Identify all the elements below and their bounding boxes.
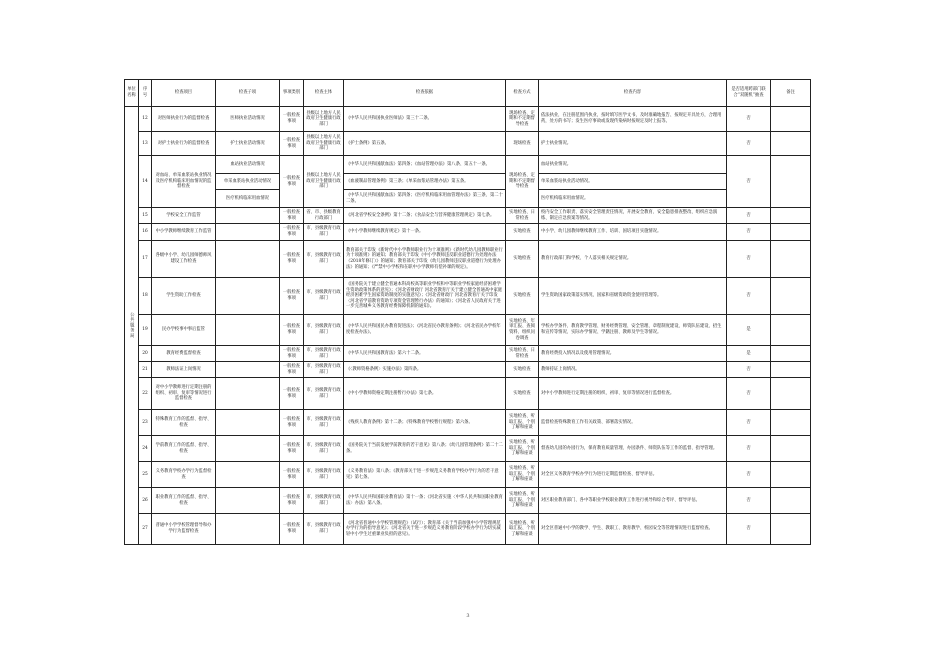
header-subject: 检查主体 bbox=[304, 80, 344, 107]
row-type: 一般检查事项 bbox=[280, 278, 304, 315]
table-row bbox=[125, 156, 811, 174]
row-joint: 否 bbox=[727, 241, 771, 278]
header-content: 检查内容 bbox=[539, 80, 727, 107]
row-content: 医疗机构临床用血情况。 bbox=[539, 190, 727, 208]
row-no: 17 bbox=[139, 241, 152, 278]
row-sub bbox=[216, 488, 280, 514]
row-sub bbox=[216, 514, 280, 545]
row-remark bbox=[771, 208, 811, 224]
row-item: 各级中小学、幼儿园师德师风建设工作检查 bbox=[152, 241, 216, 278]
row-item: 教育经费监督检查 bbox=[152, 346, 216, 362]
row-method: 实地检查、听取汇报、个别了解和座谈 bbox=[506, 488, 539, 514]
row-basis: 《中华人民共和国教育法》第六十二条。 bbox=[344, 346, 506, 362]
row-content: 依法执业，在注册范围内执业，按时填写医学文书，及时准确地报告、按规定开具处方，合理用药，处方的书写；发生医疗事故或发现传染病时按规定及时上报等。 bbox=[539, 107, 727, 132]
row-joint: 否 bbox=[727, 410, 771, 436]
row-method: 实地检查、听取汇报、个别了解和座谈 bbox=[506, 436, 539, 462]
table-row bbox=[125, 132, 811, 156]
row-type: 一般检查事项 bbox=[280, 462, 304, 488]
row-sub bbox=[216, 362, 280, 378]
header-type: 事项类别 bbox=[280, 80, 304, 107]
row-remark bbox=[771, 362, 811, 378]
row-remark bbox=[771, 514, 811, 545]
row-basis: 《河北省普通中小学校管理规范》（试行）；教育部《关于当前加强中小学管理规范办学行为的指导意见》；《河北省关于进一步规范义务教育阶段学校办学行为切实减轻中小学生过重课业负担的意见》。 bbox=[344, 514, 506, 545]
row-remark bbox=[771, 107, 811, 132]
row-type: 一般检查事项 bbox=[280, 241, 304, 278]
table-row bbox=[125, 224, 811, 241]
row-type: 一般检查事项 bbox=[280, 346, 304, 362]
table-row bbox=[125, 241, 811, 278]
table-row bbox=[125, 346, 811, 362]
header-unit: 单位名称 bbox=[125, 80, 139, 107]
row-item: 职业教育工作的监督、指导、检查 bbox=[152, 488, 216, 514]
row-basis: 《义务教育法》第八条；《教育部关于进一步规范义务教育学校办学行为的若干意见》第七条。 bbox=[344, 462, 506, 488]
row-content: 单采血浆站执业活动情况。 bbox=[539, 174, 727, 190]
header-sub: 检查子项 bbox=[216, 80, 280, 107]
row-subject: 市、县级教育行政部门 bbox=[304, 410, 344, 436]
row-joint: 否 bbox=[727, 362, 771, 378]
row-basis: 《中华人民共和国献血法》第四条；《医疗机构临床用血管理办法》第三条、第二十二条。 bbox=[344, 190, 506, 208]
row-sub: 医疗机构临床用血情况 bbox=[216, 190, 280, 208]
row-no: 13 bbox=[139, 132, 152, 156]
row-sub bbox=[216, 208, 280, 224]
table-row bbox=[125, 462, 811, 488]
row-remark bbox=[771, 488, 811, 514]
table-row bbox=[125, 514, 811, 545]
row-remark bbox=[771, 378, 811, 410]
row-type: 一般检查事项 bbox=[280, 107, 304, 132]
row-method: 现场检查、定期和不定期督导检查 bbox=[506, 156, 539, 208]
row-joint: 否 bbox=[727, 462, 771, 488]
row-item: 特殊教育工作的监督、指导、检查 bbox=[152, 410, 216, 436]
row-joint: 否 bbox=[727, 208, 771, 224]
row-joint: 否 bbox=[727, 278, 771, 315]
row-no: 21 bbox=[139, 362, 152, 378]
row-type: 一般检查事项 bbox=[280, 514, 304, 545]
row-subject: 市、县级教育行政部门 bbox=[304, 224, 344, 241]
row-joint: 否 bbox=[727, 514, 771, 545]
row-content: 血站执业情况。 bbox=[539, 156, 727, 174]
row-method: 实地检查 bbox=[506, 362, 539, 378]
row-remark bbox=[771, 278, 811, 315]
row-content: 学校办学条件、教育教学管理、财务经费管理、安全管理、章程制度建设、师资队伍建设、招生和宣传等情况、实际办学情况、学籍注册、教师及学生等情况。 bbox=[539, 315, 727, 346]
row-item: 民办学校事中事后监管 bbox=[152, 315, 216, 346]
header-basis: 检查依据 bbox=[344, 80, 506, 107]
row-content: 教育行政部门和学校、个人落实相关规定情况。 bbox=[539, 241, 727, 278]
row-method: 实地检查、日常检查 bbox=[506, 208, 539, 224]
row-sub: 血站执业活动情况 bbox=[216, 156, 280, 174]
row-basis: 《中华人民共和国民办教育促进法》；《河北省民办教育条例》；《河北省民办学校年度检查办法》。 bbox=[344, 315, 506, 346]
row-subject: 省、市、县级教育行政部门 bbox=[304, 208, 344, 224]
row-joint: 否 bbox=[727, 488, 771, 514]
header-method: 检查方式 bbox=[506, 80, 539, 107]
row-item: 义务教育学校办学行为监督检查 bbox=[152, 462, 216, 488]
row-type: 一般检查事项 bbox=[280, 132, 304, 156]
row-method: 实地检查 bbox=[506, 224, 539, 241]
row-content: 监督检查特殊教育工作有关政策、部署落实情况。 bbox=[539, 410, 727, 436]
row-content: 对全区普通中小学的教学、学生、教职工、教育教学、校园安全等管理情况进行监督检查。 bbox=[539, 514, 727, 545]
row-subject: 市、县级教育行政部门 bbox=[304, 378, 344, 410]
row-no: 14 bbox=[139, 156, 152, 208]
row-sub bbox=[216, 278, 280, 315]
table-subrow bbox=[125, 174, 811, 190]
row-no: 26 bbox=[139, 488, 152, 514]
row-joint: 否 bbox=[727, 107, 771, 132]
row-method: 实地检查、日常检查 bbox=[506, 346, 539, 362]
row-basis: 《河北省学校安全条例》第十二条；《食品安全与营养健康管理规定》第七条。 bbox=[344, 208, 506, 224]
row-basis: 《国务院关于建立健全普通本科高校高等职业学校和中等职业学校家庭经济困难学生资助政策体系的意见》；《河北省财政厅 河北省教育厅关于建立健全普通高中家庭经济困难学生国家资助制度的实施意见》；《河北省财政厅 河北省教育厅关于印发〈河北省学前教育资助专项资金管理暂行办法〉的通知》；《河北省人民政府关于进一步完善城乡义务教育经费保障机制的通知》。 bbox=[344, 278, 506, 315]
row-remark bbox=[771, 315, 811, 346]
row-basis: 《血液制品管理条例》第三条；《单采血浆站管理办法》第五条。 bbox=[344, 174, 506, 190]
row-joint: 是 bbox=[727, 315, 771, 346]
table-row bbox=[125, 378, 811, 410]
row-sub: 单采血浆站执业活动情况 bbox=[216, 174, 280, 190]
header-remark: 备注 bbox=[771, 80, 811, 107]
row-item: 对护士执业行为的监督检查 bbox=[152, 132, 216, 156]
table-row bbox=[125, 410, 811, 436]
row-item: 对中小学教师进行定期注册的组织、初审、复审等情况进行监督检查 bbox=[152, 378, 216, 410]
row-type: 一般检查事项 bbox=[280, 315, 304, 346]
row-item: 学校安全工作监管 bbox=[152, 208, 216, 224]
row-method: 现场检查 bbox=[506, 132, 539, 156]
row-basis: 《中小学教师资格定期注册暂行办法》第七条。 bbox=[344, 378, 506, 410]
table-body bbox=[125, 107, 811, 545]
page-number: 3 bbox=[466, 613, 470, 619]
row-remark bbox=[771, 462, 811, 488]
row-method: 现场检查、定期和不定期督导检查 bbox=[506, 107, 539, 132]
row-joint: 否 bbox=[727, 378, 771, 410]
row-subject: 县级以上地方人民政府卫生健康行政部门 bbox=[304, 107, 344, 132]
row-no: 24 bbox=[139, 436, 152, 462]
row-basis: 《护士条例》第五条。 bbox=[344, 132, 506, 156]
row-sub: 护士执业活动情况 bbox=[216, 132, 280, 156]
row-no: 25 bbox=[139, 462, 152, 488]
row-basis: 《〈教师资格条例〉实施办法》第四条。 bbox=[344, 362, 506, 378]
row-content: 对全区义务教育学校办学行为进行定期监督检查、督导评估。 bbox=[539, 462, 727, 488]
row-basis: 《中华人民共和国职业教育法》第十一条；《河北省实施〈中华人民共和国职业教育法〉办法》第八条。 bbox=[344, 488, 506, 514]
row-method: 实地检查、听取汇报、个别了解和座谈 bbox=[506, 514, 539, 545]
row-remark bbox=[771, 156, 811, 208]
row-remark bbox=[771, 436, 811, 462]
row-type: 一般检查事项 bbox=[280, 436, 304, 462]
row-subject: 市、县级教育行政部门 bbox=[304, 278, 344, 315]
row-remark bbox=[771, 132, 811, 156]
row-no: 22 bbox=[139, 378, 152, 410]
row-content: 教育经费投入情况以及使用管理情况。 bbox=[539, 346, 727, 362]
row-remark bbox=[771, 224, 811, 241]
row-no: 20 bbox=[139, 346, 152, 362]
row-subject: 市、县级教育行政部门 bbox=[304, 362, 344, 378]
row-subject: 市、县级教育行政部门 bbox=[304, 241, 344, 278]
row-no: 27 bbox=[139, 514, 152, 545]
row-content: 对中小学教师进行定期注册的组织、初审、复审等情况进行监督检查。 bbox=[539, 378, 727, 410]
row-method: 实地检查、听取汇报、个别了解和座谈 bbox=[506, 462, 539, 488]
row-basis: 《中华人民共和国执业医师法》第三十二条。 bbox=[344, 107, 506, 132]
row-content: 教师持证上岗情况。 bbox=[539, 362, 727, 378]
row-sub bbox=[216, 224, 280, 241]
row-sub bbox=[216, 346, 280, 362]
row-type: 一般检查事项 bbox=[280, 488, 304, 514]
header-no: 序号 bbox=[139, 80, 152, 107]
row-subject: 市、县级教育行政部门 bbox=[304, 462, 344, 488]
row-type: 一般检查事项 bbox=[280, 362, 304, 378]
unit-name-cell: 公共服务局 bbox=[125, 107, 139, 545]
row-basis: 《中小学教师继续教育规定》第十一条。 bbox=[344, 224, 506, 241]
row-remark bbox=[771, 346, 811, 362]
row-sub bbox=[216, 462, 280, 488]
row-subject: 县级以上地方人民政府卫生健康行政部门 bbox=[304, 132, 344, 156]
row-basis: 教育部关于印发《新时代中小学教师职业行为十项准则》《新时代幼儿园教师职业行为十项准则》的通知；教育部关于印发《中小学教师违反职业道德行为处理办法（2018年修订）》的通知；教育部关于印发《幼儿园教师违反职业道德行为处理办法》的通知；《严禁中小学校和在职中小学教师有偿补课的规定》。 bbox=[344, 241, 506, 278]
row-sub bbox=[216, 436, 280, 462]
header-joint: 是否适用跨部门联合“双随机”抽查 bbox=[727, 80, 771, 107]
table-row bbox=[125, 278, 811, 315]
inspection-table bbox=[124, 79, 811, 545]
row-type: 一般检查事项 bbox=[280, 378, 304, 410]
table-row bbox=[125, 436, 811, 462]
table-row bbox=[125, 208, 811, 224]
row-no: 12 bbox=[139, 107, 152, 132]
row-joint: 否 bbox=[727, 436, 771, 462]
row-type: 一般检查事项 bbox=[280, 224, 304, 241]
row-basis: 《国务院关于当前发展学前教育的若干意见》第八条；《幼儿园管理条例》第二十二条。 bbox=[344, 436, 506, 462]
row-subject: 市、县级教育行政部门 bbox=[304, 488, 344, 514]
header-item: 检查项目 bbox=[152, 80, 216, 107]
row-item: 对医师执业行为的监督检查 bbox=[152, 107, 216, 132]
table-subrow bbox=[125, 190, 811, 208]
row-joint: 否 bbox=[727, 132, 771, 156]
row-content: 护士执业情况。 bbox=[539, 132, 727, 156]
row-method: 实地检查 bbox=[506, 378, 539, 410]
row-item: 对血站、单采血浆站执业情况及医疗机构临床用血情况的监督检查 bbox=[152, 156, 216, 208]
row-content: 校内安全工作职责、落实安全管理责任情况，开展安全教育、安全隐患排查整改、组织应急演练、制定应急预案等情况。 bbox=[539, 208, 727, 224]
row-subject: 市、县级教育行政部门 bbox=[304, 315, 344, 346]
row-remark bbox=[771, 410, 811, 436]
row-item: 中小学教师继续教育工作监管 bbox=[152, 224, 216, 241]
row-basis: 《中华人民共和国献血法》第四条；《血站管理办法》第八条、第五十一条。 bbox=[344, 156, 506, 174]
row-content: 对区职业教育部门、各中等职业学校职业教育工作进行视导和综合考评、督导评估。 bbox=[539, 488, 727, 514]
row-joint: 否 bbox=[727, 224, 771, 241]
row-item: 学生资助工作检查 bbox=[152, 278, 216, 315]
row-sub: 医师执业活动情况 bbox=[216, 107, 280, 132]
table-row bbox=[125, 107, 811, 132]
table-row bbox=[125, 315, 811, 346]
row-content: 学生资助国家政策落实情况，国家和省级资助资金使用管理等。 bbox=[539, 278, 727, 315]
row-no: 15 bbox=[139, 208, 152, 224]
row-subject: 市、县级教育行政部门 bbox=[304, 346, 344, 362]
header-row bbox=[125, 80, 811, 107]
row-no: 18 bbox=[139, 278, 152, 315]
row-basis: 《残疾人教育条例》第十二条；《特殊教育学校暂行规程》第六条。 bbox=[344, 410, 506, 436]
row-method: 实地检查、年审汇报、查阅资料、组织问卷调查 bbox=[506, 315, 539, 346]
row-no: 16 bbox=[139, 224, 152, 241]
row-item: 教师法证上岗情况 bbox=[152, 362, 216, 378]
row-subject: 市、县级教育行政部门 bbox=[304, 514, 344, 545]
row-method: 实地检查、听取汇报、个别了解和座谈 bbox=[506, 410, 539, 436]
row-sub bbox=[216, 241, 280, 278]
row-method: 实地检查 bbox=[506, 278, 539, 315]
row-joint: 是 bbox=[727, 346, 771, 362]
row-content: 督查幼儿园的办园行为，保育教育质量管理、办园条件、师资队伍等工作的监督、指导管理。 bbox=[539, 436, 727, 462]
row-joint: 否 bbox=[727, 156, 771, 208]
row-no: 23 bbox=[139, 410, 152, 436]
row-subject: 市、县级教育行政部门 bbox=[304, 436, 344, 462]
row-item: 普通中小学学校管理督导和办学行为监督检查 bbox=[152, 514, 216, 545]
row-sub bbox=[216, 378, 280, 410]
row-type: 一般检查事项 bbox=[280, 410, 304, 436]
row-item: 学前教育工作的监督、指导、检查 bbox=[152, 436, 216, 462]
row-method: 实地检查 bbox=[506, 241, 539, 278]
table-row bbox=[125, 362, 811, 378]
row-remark bbox=[771, 241, 811, 278]
row-subject: 县级以上地方人民政府卫生健康行政部门 bbox=[304, 156, 344, 208]
row-content: 中小学、幼儿园教师继续教育工作、培训、国培项目实施情况。 bbox=[539, 224, 727, 241]
table-row bbox=[125, 488, 811, 514]
row-no: 19 bbox=[139, 315, 152, 346]
row-sub bbox=[216, 315, 280, 346]
row-sub bbox=[216, 410, 280, 436]
row-type: 一般检查事项 bbox=[280, 156, 304, 208]
row-type: 一般检查事项 bbox=[280, 208, 304, 224]
